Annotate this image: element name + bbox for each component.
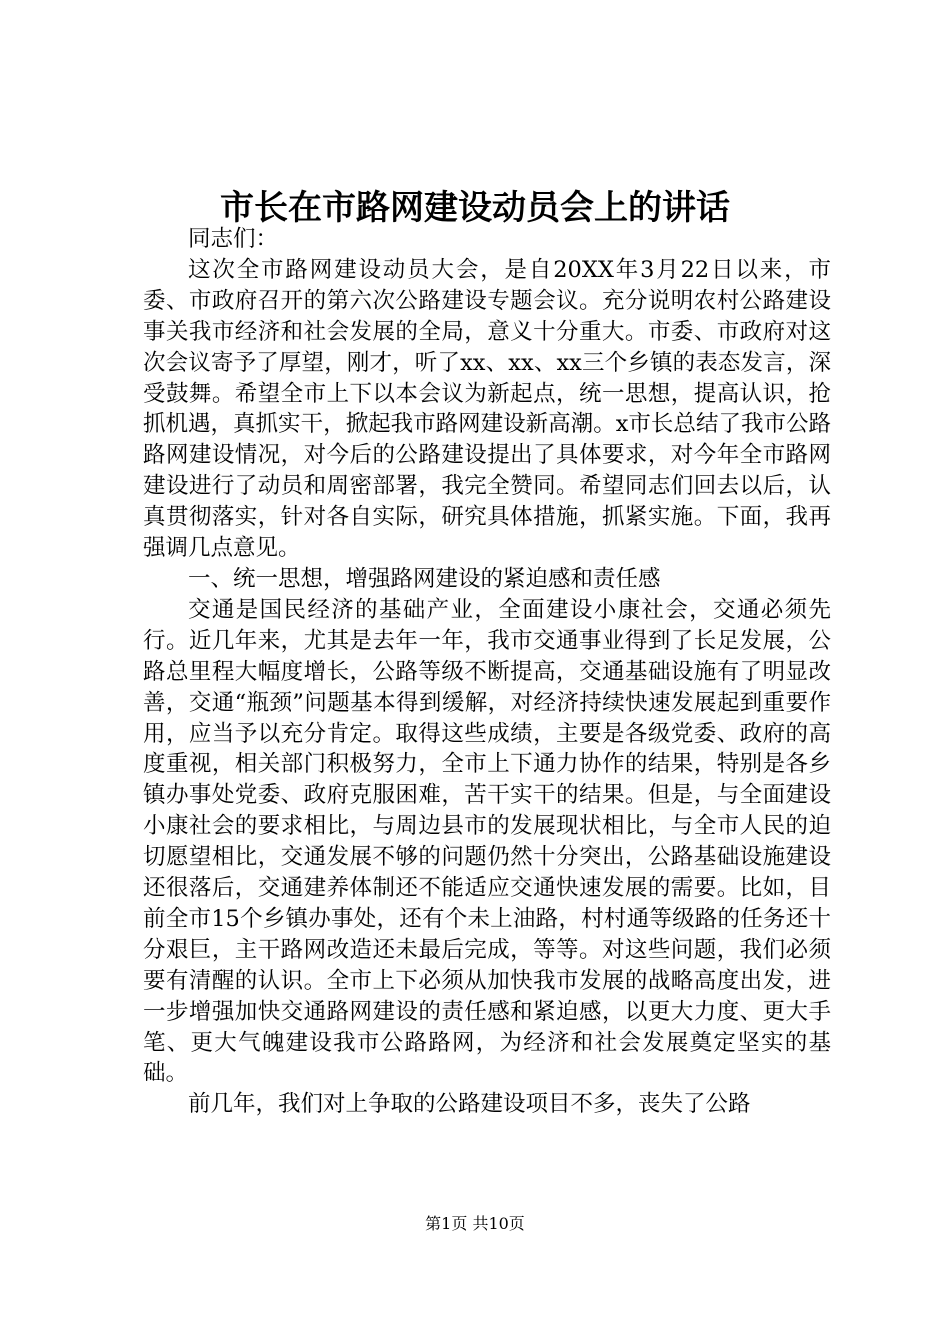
page-number-footer: 第1页 共10页 <box>425 1214 525 1233</box>
body-paragraph: 前几年，我们对上争取的公路建设项目不多，丧失了公路 <box>188 1091 751 1118</box>
body-paragraph: 交通是国民经济的基础产业，全面建设小康社会，交通必须先行。近几年来，尤其是去年一年，我市交通事业得到了长足发展，公路总里程大幅度增长，公路等级不断提高，交通基础设施有了明显改善，交通“瓶颈”问题基本得到缓解，对经济持续快速发展起到重要作用，应当予以充分肯定。取得这些成绩，主要是各级党委、政府的高度重视，相关部门积极努力，全市上下通力协作的结果，特别是各乡镇办事处党委、政府克服困难，苦干实干的结果。但是，与全面建设小康社会的要求相比，与周边县市的发展现状相比，与全市人民的迫切愿望相比，交通发展不够的问题仍然十分突出，公路基础设施建设还很落后，交通建养体制还不能适应交通快速发展的需要。比如，目前全市15个乡镇办事处，还有个未上油路，村村通等级路的任务还十分艰巨，主干路网改造还未最后完成，等等。对这些问题，我们必须要有清醒的认识。全市上下必须从加快我市发展的战略高度出发，进一步增强加快交通路网建设的责任感和紧迫感，以更大力度、更大手笔、更大气魄建设我市公路路网，为经济和社会发展奠定坚实的基础。 <box>143 596 831 1087</box>
body-paragraph: 这次全市路网建设动员大会，是自20XX年3月22日以来，市委、市政府召开的第六次公路建设专题会议。充分说明农村公路建设事关我市经济和社会发展的全局，意义十分重大。市委、市政府对这次会议寄予了厚望，刚才，听了xx、xx、xx三个乡镇的表态发言，深受鼓舞。希望全市上下以本会议为新起点，统一思想，提高认识，抢抓机遇，真抓实干，掀起我市路网建设新高潮。x市长总结了我市公路路网建设情况，对今后的公路建设提出了具体要求，对今年全市路网建设进行了动员和周密部署，我完全赞同。希望同志们回去以后，认真贯彻落实，针对各自实际，研究具体措施，抓紧实施。下面，我再强调几点意见。 <box>143 256 831 562</box>
document-body <box>143 224 831 1120</box>
section-heading: 一、统一思想，增强路网建设的紧迫感和责任感 <box>188 565 661 592</box>
document-title: 市长在市路网建设动员会上的讲话 <box>220 188 730 228</box>
salutation: 同志们： <box>188 226 279 252</box>
